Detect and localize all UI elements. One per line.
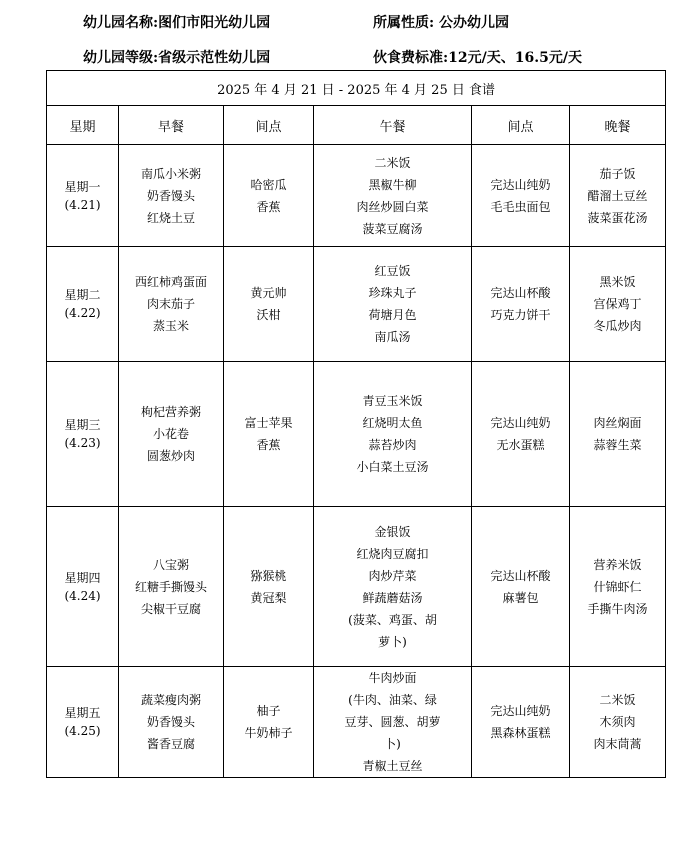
dish: 菠菜蛋花汤 <box>587 210 648 225</box>
dish: 香蕉 <box>256 199 281 214</box>
dish: 猕猴桃 <box>250 568 287 583</box>
dish: 二米饭 <box>599 693 636 707</box>
name-value: 图们市阳光幼儿园 <box>158 15 271 31</box>
snack-1-cell <box>224 507 314 667</box>
dish: 奶香馒头 <box>146 715 195 729</box>
snack-1-cell <box>224 362 314 507</box>
col-header-day: 星期 <box>47 106 119 145</box>
dish: 宫保鸡丁 <box>593 297 642 311</box>
dish: 肉末茼蒿 <box>593 737 642 751</box>
dinner-cell <box>570 145 666 247</box>
dish-note: 萝卜) <box>378 634 407 649</box>
dish-note: 卜) <box>384 737 401 751</box>
dish: 黑米饭 <box>599 275 636 289</box>
dish: 二米饭 <box>374 155 411 170</box>
dish: 八宝粥 <box>152 557 189 572</box>
col-header-dinner: 晚餐 <box>570 106 666 145</box>
table-row <box>47 507 666 667</box>
dinner-cell <box>570 362 666 507</box>
day-cell <box>47 667 119 778</box>
dish: 肉丝焖面 <box>593 416 642 430</box>
grade-label: 幼儿园等级: <box>83 50 159 66</box>
breakfast-cell <box>119 247 224 362</box>
dish: 圆葱炒肉 <box>146 449 195 463</box>
snack-1-cell <box>224 247 314 362</box>
day-cell <box>47 247 119 362</box>
dish-note: (牛肉、油菜、绿 <box>348 693 437 707</box>
dish: 木须肉 <box>599 715 636 729</box>
dish: 茄子饭 <box>599 166 636 181</box>
dish: 酱香豆腐 <box>146 737 195 751</box>
dish: 蒸玉米 <box>152 319 189 333</box>
dish: 黄冠梨 <box>250 590 287 605</box>
snack-1-cell <box>224 145 314 247</box>
dish: 枸杞营养粥 <box>140 405 201 419</box>
col-header-snack-1: 间点 <box>224 106 314 145</box>
dish: 无水蛋糕 <box>496 438 545 452</box>
col-header-breakfast: 早餐 <box>119 106 224 145</box>
breakfast-cell <box>119 362 224 507</box>
day-name: 星期四 <box>64 570 101 585</box>
dish-note: (菠菜、鸡蛋、胡 <box>348 612 437 627</box>
col-header-snack-2: 间点 <box>472 106 570 145</box>
dish: 小白菜土豆汤 <box>356 460 429 474</box>
dish: 南瓜汤 <box>374 330 411 344</box>
dish: 什锦虾仁 <box>593 579 642 594</box>
name-label: 幼儿园名称: <box>83 15 159 31</box>
dish: 巧克力饼干 <box>490 308 551 322</box>
fee-value: 12元/天、16.5元/天 <box>448 50 582 66</box>
dish: 西红柿鸡蛋面 <box>134 275 207 289</box>
dinner-cell <box>570 507 666 667</box>
breakfast-cell <box>119 667 224 778</box>
dish: 青椒土豆丝 <box>362 759 423 773</box>
menu-table <box>46 70 666 778</box>
lunch-cell <box>314 362 472 507</box>
dish: 沃柑 <box>256 308 281 322</box>
day-name: 星期一 <box>64 179 101 194</box>
table-row <box>47 145 666 247</box>
snack-1-cell <box>224 667 314 778</box>
day-cell <box>47 507 119 667</box>
dish: 醋溜土豆丝 <box>587 188 648 203</box>
table-row <box>47 247 666 362</box>
lunch-cell <box>314 247 472 362</box>
dish: 柚子 <box>256 704 281 718</box>
dish-note: 豆芽、圆葱、胡萝 <box>344 715 441 729</box>
dish: 营养米饭 <box>593 557 642 572</box>
dish: 哈密瓜 <box>250 177 287 192</box>
dish: 红烧明太鱼 <box>362 416 423 430</box>
lunch-cell <box>314 145 472 247</box>
table-row <box>47 667 666 778</box>
fee-label: 伙食费标准: <box>373 50 449 66</box>
snack-2-cell <box>472 362 570 507</box>
dish: 黄元帅 <box>250 286 287 300</box>
kindergarten-name <box>83 12 270 32</box>
dish: 蔬菜瘦肉粥 <box>140 693 201 707</box>
dish: 完达山纯奶 <box>490 177 551 192</box>
kindergarten-nature <box>373 12 509 32</box>
dish: 牛肉炒面 <box>368 671 417 685</box>
grade-value: 省级示范性幼儿园 <box>158 50 271 66</box>
dish: 奶香馒头 <box>146 188 195 203</box>
dish: 鲜蔬蘑菇汤 <box>362 590 423 605</box>
table-title-row <box>47 71 666 106</box>
dish: 香蕉 <box>256 438 281 452</box>
breakfast-cell <box>119 145 224 247</box>
dish: 蒜苔炒肉 <box>368 438 417 452</box>
day-date: (4.25) <box>64 724 101 738</box>
dish: 红豆饭 <box>374 264 411 278</box>
dish: 完达山纯奶 <box>490 704 551 718</box>
snack-2-cell <box>472 247 570 362</box>
day-cell <box>47 145 119 247</box>
day-date: (4.21) <box>64 197 101 212</box>
dish: 金银饭 <box>374 524 411 539</box>
kindergarten-grade <box>83 47 270 67</box>
dish: 南瓜小米粥 <box>140 166 201 181</box>
snack-2-cell <box>472 507 570 667</box>
dish: 肉丝炒圆白菜 <box>356 199 429 214</box>
nature-label: 所属性质: <box>373 15 435 31</box>
dish: 菠菜豆腐汤 <box>362 221 423 236</box>
dish: 红烧肉豆腐扣 <box>356 546 429 561</box>
day-cell <box>47 362 119 507</box>
dish: 冬瓜炒肉 <box>593 319 642 333</box>
dish: 牛奶柿子 <box>244 726 293 740</box>
dish: 蒜蓉生菜 <box>593 438 642 452</box>
meal-fee <box>373 47 582 67</box>
dish: 红烧土豆 <box>146 210 195 225</box>
dish: 珍珠丸子 <box>368 286 417 300</box>
breakfast-cell <box>119 507 224 667</box>
dish: 尖椒干豆腐 <box>140 601 201 616</box>
dish: 富士苹果 <box>244 416 293 430</box>
col-header-lunch: 午餐 <box>314 106 472 145</box>
dish: 毛毛虫面包 <box>490 199 551 214</box>
dish: 完达山杯酸 <box>490 286 551 300</box>
dish: 完达山纯奶 <box>490 416 551 430</box>
dish: 荷塘月色 <box>368 308 417 322</box>
dish: 手撕牛肉汤 <box>587 601 648 616</box>
dinner-cell <box>570 667 666 778</box>
dish: 肉炒芹菜 <box>368 568 417 583</box>
day-date: (4.22) <box>64 306 101 320</box>
lunch-cell <box>314 507 472 667</box>
lunch-cell <box>314 667 472 778</box>
dish: 麻薯包 <box>502 590 539 605</box>
day-date: (4.23) <box>64 436 101 450</box>
dish: 黑森林蛋糕 <box>490 726 551 740</box>
dish: 小花卷 <box>152 427 189 441</box>
snack-2-cell <box>472 667 570 778</box>
table-header-row <box>47 106 666 145</box>
dish: 完达山杯酸 <box>490 568 551 583</box>
day-name: 星期五 <box>64 706 101 720</box>
day-date: (4.24) <box>64 588 101 603</box>
dish: 青豆玉米饭 <box>362 394 423 408</box>
day-name: 星期二 <box>64 288 101 302</box>
snack-2-cell <box>472 145 570 247</box>
dinner-cell <box>570 247 666 362</box>
dish: 黑椒牛柳 <box>368 177 417 192</box>
table-row <box>47 362 666 507</box>
menu-title: 2025 年 4 月 21 日 - 2025 年 4 月 25 日 食谱 <box>47 71 666 106</box>
dish: 肉末茄子 <box>146 297 195 311</box>
day-name: 星期三 <box>64 418 101 432</box>
nature-value: 公办幼儿园 <box>439 15 510 31</box>
dish: 红糖手撕馒头 <box>134 579 207 594</box>
